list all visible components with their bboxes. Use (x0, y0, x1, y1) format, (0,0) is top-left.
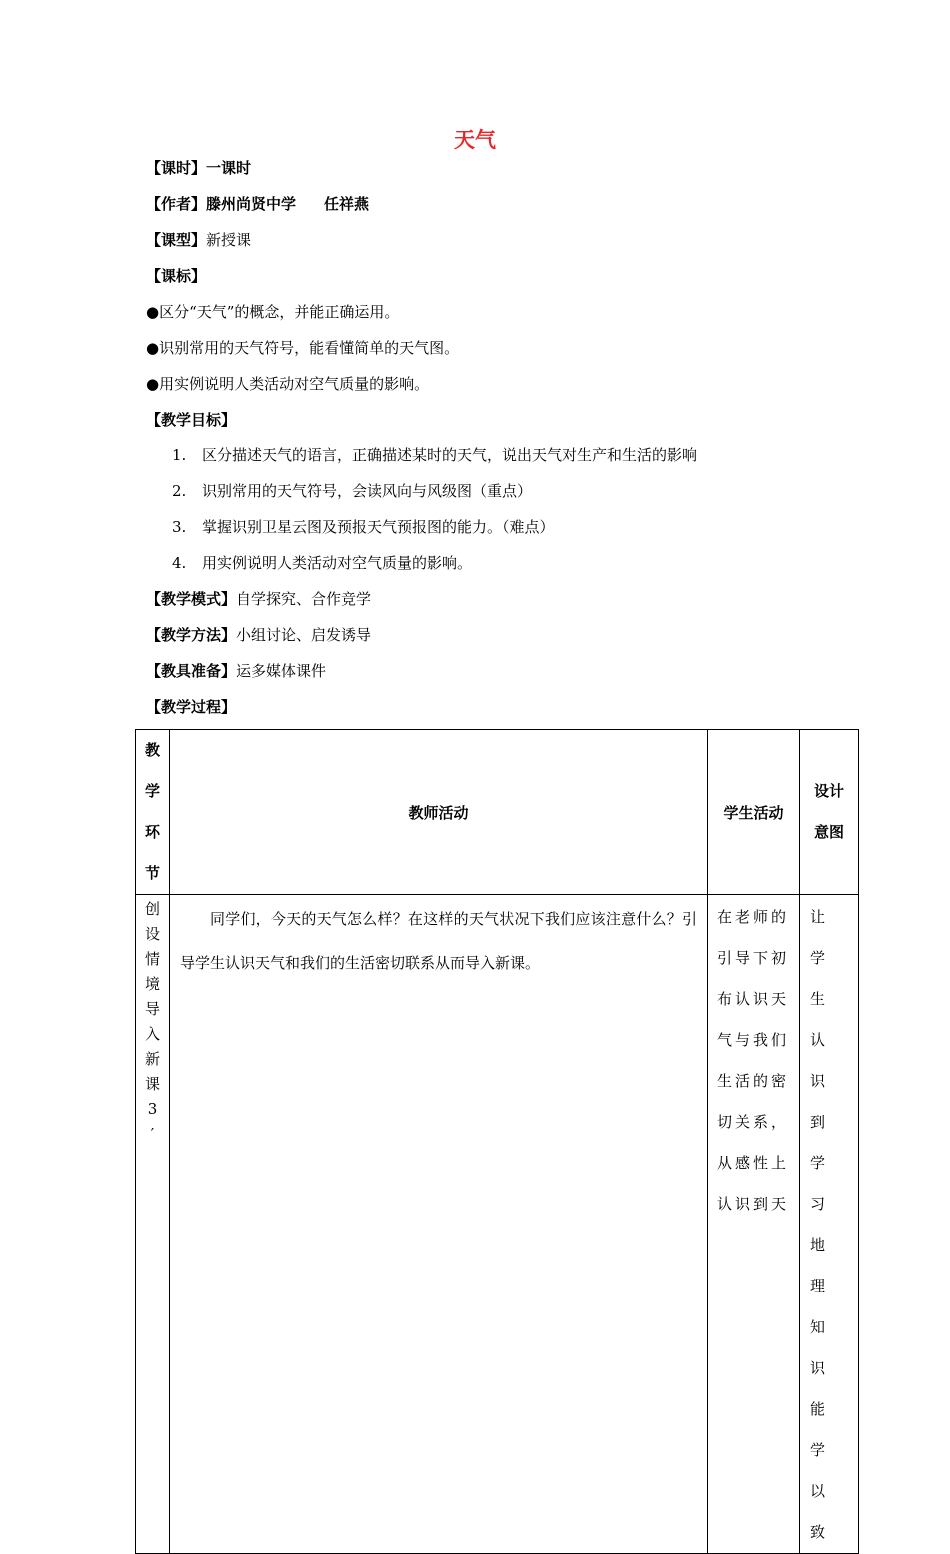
stage-char: 境 (144, 975, 160, 993)
type-label: 【课型】 (146, 231, 207, 249)
stage-char: 设 (144, 925, 160, 943)
objective-number: 2. (172, 482, 187, 500)
design-intent-cell: 让学生认识到学习地理知识能学以致 (800, 895, 859, 1554)
objective-item (172, 481, 532, 501)
header-intent-line: 设计 (813, 782, 844, 800)
header-stage-char: 教 (144, 741, 160, 759)
objective-number: 4. (172, 554, 187, 572)
objective-item (172, 445, 697, 465)
standard-item: ●用实例说明人类活动对空气质量的影响。 (146, 375, 430, 393)
tools-line (146, 661, 326, 681)
tools-label: 【教具准备】 (146, 662, 237, 680)
objective-text: 掌握识别卫星云图及预报天气预报图的能力。（难点） (202, 518, 555, 536)
header-student: 学生活动 (708, 730, 800, 895)
student-activity-cell: 在老师的引导下初布认识天气与我们生活的密切关系，从感性上认识到天 (708, 895, 800, 1554)
table-row (136, 895, 859, 1554)
objective-text: 用实例说明人类活动对空气质量的影响。 (202, 554, 473, 572)
header-teacher: 教师活动 (170, 730, 708, 895)
header-stage-char: 节 (144, 864, 160, 882)
objectives-heading (146, 410, 236, 430)
objective-text: 识别常用的天气符号，会读风向与风级图（重点） (202, 482, 533, 500)
stage-char: ′ (150, 1125, 155, 1143)
process-label: 【教学过程】 (146, 698, 237, 716)
table-header-row (136, 730, 859, 895)
objectives-label: 【教学目标】 (146, 411, 237, 429)
objective-item (172, 517, 555, 537)
tools-value: 运多媒体课件 (236, 662, 327, 680)
method-line (146, 625, 371, 645)
standard-item: ●识别常用的天气符号，能看懂简单的天气图。 (146, 339, 460, 357)
stage-char: 情 (144, 950, 160, 968)
process-heading (146, 697, 236, 717)
author-label: 【作者】 (146, 195, 207, 213)
header-intent (800, 730, 859, 895)
standard-label: 【课标】 (146, 267, 207, 285)
objective-number: 1. (172, 446, 187, 464)
mode-value: 自学探究、合作竞学 (236, 590, 372, 608)
teacher-activity-cell: 同学们，今天的天气怎么样？在这样的天气状况下我们应该注意什么？引导学生认识天气和我们的生活密切联系从而导入新课。 (170, 895, 708, 1554)
stage-char: 课 (144, 1075, 160, 1093)
stage-char: 3 (147, 1100, 158, 1118)
objective-text: 区分描述天气的语言，正确描述某时的天气，说出天气对生产和生活的影响 (202, 446, 698, 464)
period-label: 【课时】 (146, 159, 207, 177)
stage-char: 新 (144, 1050, 160, 1068)
process-table (135, 729, 859, 1554)
type-line (146, 230, 251, 250)
author-line (146, 194, 369, 214)
header-stage-char: 环 (144, 823, 160, 841)
objective-item (172, 553, 472, 573)
method-label: 【教学方法】 (146, 626, 237, 644)
objective-number: 3. (172, 518, 187, 536)
period-value: 一课时 (206, 159, 252, 177)
period-line (146, 158, 251, 178)
author-name: 任祥燕 (324, 195, 370, 213)
type-value: 新授课 (206, 231, 252, 249)
standard-heading (146, 266, 206, 286)
stage-char: 入 (144, 1025, 160, 1043)
header-stage-char: 学 (144, 782, 160, 800)
method-value: 小组讨论、启发诱导 (236, 626, 372, 644)
header-intent-line: 意图 (813, 823, 844, 841)
stage-cell (136, 895, 170, 1554)
page-title: 天气 (454, 128, 496, 152)
author-school: 滕州尚贤中学 (206, 195, 297, 213)
stage-char: 导 (144, 1000, 160, 1018)
header-stage (136, 730, 170, 895)
mode-label: 【教学模式】 (146, 590, 237, 608)
standard-item: ●区分“天气”的概念，并能正确运用。 (146, 303, 400, 321)
stage-char: 创 (144, 900, 160, 918)
mode-line (146, 589, 371, 609)
